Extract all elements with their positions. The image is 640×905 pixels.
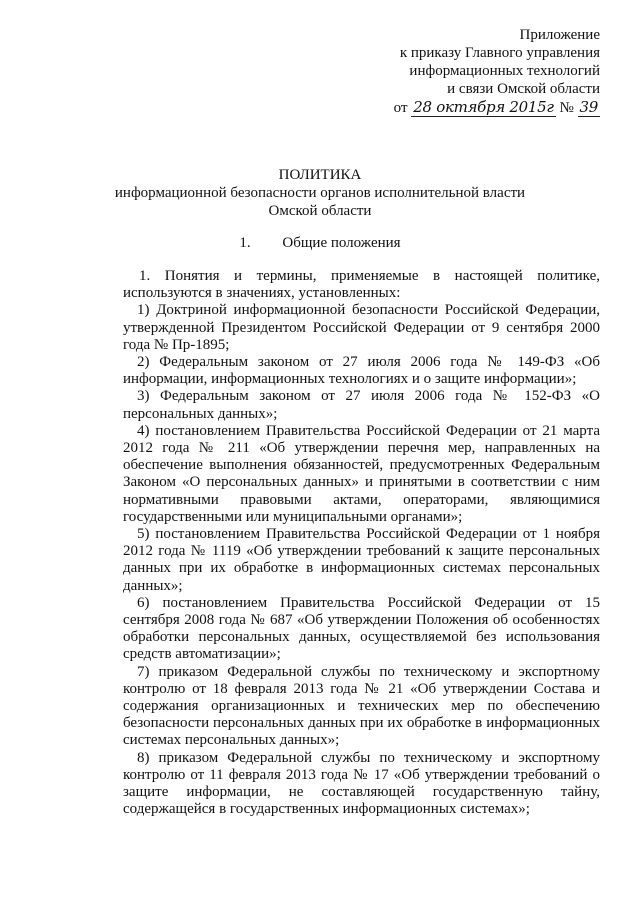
appendix-date-line <box>394 98 600 117</box>
subtitle-line: информационной безопасности органов исполнительной власти <box>114 185 526 201</box>
number-prefix: № <box>559 100 574 116</box>
handwritten-date: 28 октября 2015г <box>413 98 554 116</box>
list-item: 5) постановлением Правительства Российской Федерации от 1 ноября 2012 года № 1119 «Об утверждении требований к защите персональных данных при их обработке в информационных системах персональных данных»; <box>123 526 600 594</box>
title-line: ПОЛИТИКА <box>278 167 362 183</box>
date-prefix: от <box>393 100 408 116</box>
list-item: 8) приказом Федеральной службы по техническому и экспортному контролю от 11 февраля 2013 года № 17 «Об утверждении требований о защите информации, не составляющей государственную тайну, содержащейся в государственных информационных системах»; <box>123 749 600 818</box>
appendix-line: Приложение <box>519 27 600 43</box>
subtitle-line: Омской области <box>268 203 372 219</box>
list-item: 7) приказом Федеральной службы по техническому и экспортному контролю от 18 февраля 2013 года № 21 «Об утверждении Состава и содержания организационных и технических мер по обеспечению безопасности персональных данных при их обработке в информационных системах персональных данных»; <box>123 663 600 749</box>
list-item: 3) Федеральным законом от 27 июля 2006 года № 152-ФЗ «О персональных данных»; <box>123 388 600 422</box>
appendix-header <box>394 26 600 117</box>
section-heading <box>0 235 640 252</box>
list-item: 4) постановлением Правительства Российской Федерации от 21 марта 2012 года № 211 «Об утверждении перечня мер, направленных на обеспечение выполнения обязанностей, предусмотренных Федеральным Законом «О персональных данных» и принятыми в соответствии с ним нормативными правовыми актами, операторами, являющимися государственными или муниципальными органами»; <box>123 422 600 525</box>
appendix-line: и связи Омской области <box>447 81 600 97</box>
section-name: Общие положения <box>282 235 401 251</box>
document-title <box>0 166 640 220</box>
handwritten-number: 39 <box>579 98 598 116</box>
list-item: 1) Доктриной информационной безопасности Российской Федерации, утвержденной Президентом Российской Федерации от 9 сентября 2000 года № Пр-1895; <box>123 302 600 353</box>
list-item: 6) постановлением Правительства Российской Федерации от 15 сентября 2008 года № 687 «Об утверждении Положения об особенностях обработки персональных данных, осуществляемой без использования средств автоматизации»; <box>123 594 600 663</box>
document-body <box>123 268 600 819</box>
appendix-line: к приказу Главного управления <box>399 45 600 61</box>
section-number: 1. <box>239 235 251 251</box>
appendix-line: информационных технологий <box>409 63 600 79</box>
paragraph: 1. Понятия и термины, применяемые в настоящей политике, используются в значениях, установленных: <box>123 268 600 302</box>
list-item: 2) Федеральным законом от 27 июля 2006 года № 149-ФЗ «Об информации, информационных технологиях и о защите информации»; <box>123 354 600 388</box>
